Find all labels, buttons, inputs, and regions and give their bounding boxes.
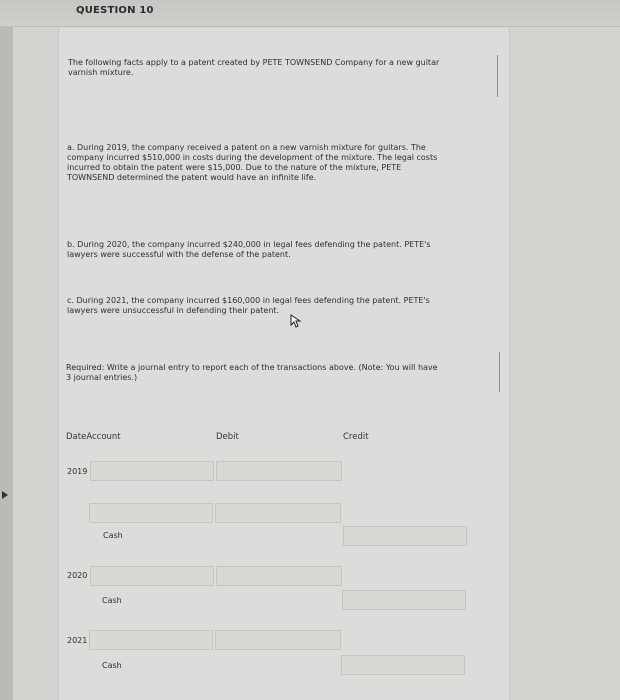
account-input[interactable] [89, 630, 213, 650]
part-c-text: c. During 2021, the company incurred $160,000 in legal fees defending the patent. PETE's lawyers were unsuccessful in defending their patent. [67, 296, 430, 315]
entry-year-2021: 2021 [67, 636, 88, 645]
debit-header: Debit [216, 432, 239, 442]
credit-input[interactable] [342, 590, 466, 610]
credit-account-label: Cash [102, 596, 122, 605]
question-header [0, 0, 620, 27]
entry-year-2020: 2020 [67, 571, 88, 580]
credit-input[interactable] [341, 655, 465, 675]
account-input[interactable] [89, 503, 213, 523]
debit-input[interactable] [215, 503, 341, 523]
entry-year-2019: 2019 [67, 467, 88, 476]
play-arrow-icon [2, 491, 8, 499]
credit-account-label: Cash [103, 531, 123, 540]
question-title: QUESTION 10 [76, 5, 154, 16]
mouse-pointer-icon [289, 314, 303, 328]
credit-header: Credit [343, 432, 369, 442]
debit-input[interactable] [216, 566, 342, 586]
debit-input[interactable] [215, 630, 341, 650]
account-input[interactable] [90, 461, 214, 481]
debit-input[interactable] [216, 461, 342, 481]
part-a-text: a. During 2019, the company received a patent on a new varnish mixture for guitars. The company incurred $510,000 in costs during the development of the mixture. The legal costs incurred to obtain the patent were $15,000. Due to the nature of the mixture, PETE TOWNSEND determined the patent would have an infinite life. [67, 143, 438, 182]
credit-account-label: Cash [102, 661, 122, 670]
credit-input[interactable] [343, 526, 467, 546]
account-input[interactable] [90, 566, 214, 586]
left-gutter [0, 0, 13, 700]
text-cursor-line [499, 352, 500, 392]
date-account-header: DateAccount [66, 432, 121, 442]
required-text: Required: Write a journal entry to report each of the transactions above. (Note: You will have 3 journal entries.) [66, 363, 438, 382]
intro-text: The following facts apply to a patent created by PETE TOWNSEND Company for a new guitar varnish mixture. [68, 58, 440, 77]
part-b-text: b. During 2020, the company incurred $240,000 in legal fees defending the patent. PETE's lawyers were successful with the defense of the patent. [67, 240, 431, 259]
